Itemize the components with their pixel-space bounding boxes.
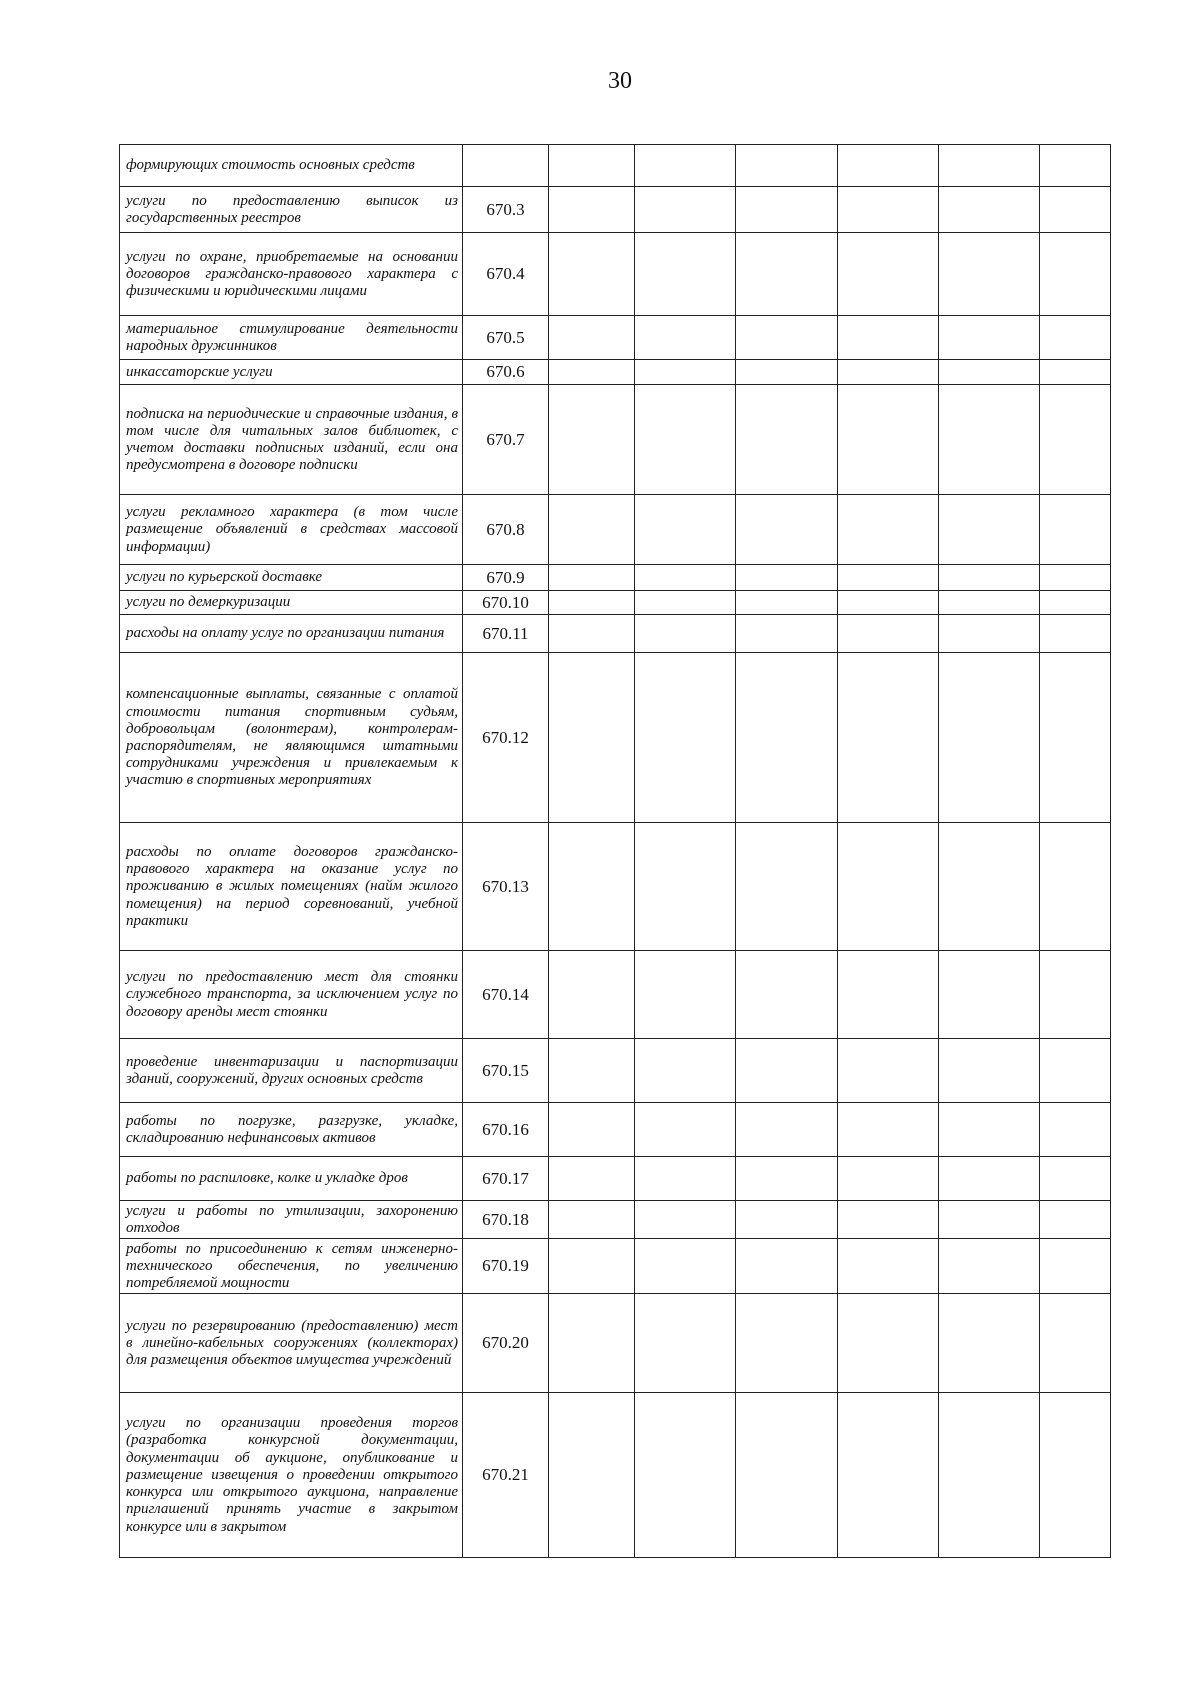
empty-cell <box>838 495 939 565</box>
empty-cell <box>549 823 635 951</box>
row-description: услуги по демеркуризации <box>120 591 463 615</box>
empty-cell <box>1040 653 1111 823</box>
empty-cell <box>1040 615 1111 653</box>
table-row <box>120 1239 1111 1294</box>
table-row <box>120 1294 1111 1393</box>
row-code: 670.8 <box>463 495 549 565</box>
empty-cell <box>549 1294 635 1393</box>
table-row <box>120 615 1111 653</box>
row-description: расходы на оплату услуг по организации питания <box>120 615 463 653</box>
empty-cell <box>838 360 939 385</box>
empty-cell <box>736 385 838 495</box>
empty-cell <box>1040 1157 1111 1201</box>
empty-cell <box>838 653 939 823</box>
empty-cell <box>635 1239 736 1294</box>
empty-cell <box>939 615 1040 653</box>
empty-cell <box>1040 145 1111 187</box>
empty-cell <box>939 951 1040 1039</box>
empty-cell <box>549 233 635 316</box>
empty-cell <box>635 653 736 823</box>
empty-cell <box>736 1157 838 1201</box>
empty-cell <box>838 233 939 316</box>
row-description: материальное стимулирование деятельности народных дружинников <box>120 316 463 360</box>
empty-cell <box>939 1294 1040 1393</box>
empty-cell <box>939 145 1040 187</box>
empty-cell <box>736 653 838 823</box>
empty-cell <box>1040 1393 1111 1558</box>
row-description: услуги и работы по утилизации, захоронению отходов <box>120 1201 463 1239</box>
empty-cell <box>939 1157 1040 1201</box>
row-description: услуги по организации проведения торгов (разработка конкурсной документации, документации об аукционе, опубликование и размещение извещения о проведении открытого конкурса или открытого аукциона, направление приглашений принять участие в закрытом конкурсе или в закрытом <box>120 1393 463 1558</box>
empty-cell <box>635 1039 736 1103</box>
row-code: 670.9 <box>463 565 549 591</box>
empty-cell <box>1040 591 1111 615</box>
empty-cell <box>549 951 635 1039</box>
empty-cell <box>1040 1294 1111 1393</box>
empty-cell <box>838 1157 939 1201</box>
empty-cell <box>1040 951 1111 1039</box>
row-code: 670.11 <box>463 615 549 653</box>
row-description: услуги по предоставлению мест для стоянки служебного транспорта, за исключением услуг по договору аренды мест стоянки <box>120 951 463 1039</box>
row-code: 670.12 <box>463 653 549 823</box>
empty-cell <box>736 1039 838 1103</box>
table-row <box>120 187 1111 233</box>
empty-cell <box>736 233 838 316</box>
row-description: услуги по охране, приобретаемые на основании договоров гражданско-правового характера с физическими и юридическими лицами <box>120 233 463 316</box>
empty-cell <box>939 1103 1040 1157</box>
empty-cell <box>549 1039 635 1103</box>
table-row <box>120 951 1111 1039</box>
empty-cell <box>838 615 939 653</box>
empty-cell <box>939 1039 1040 1103</box>
empty-cell <box>736 360 838 385</box>
table-row <box>120 1393 1111 1558</box>
empty-cell <box>549 385 635 495</box>
empty-cell <box>939 1239 1040 1294</box>
empty-cell <box>939 360 1040 385</box>
empty-cell <box>635 951 736 1039</box>
empty-cell <box>939 653 1040 823</box>
empty-cell <box>736 591 838 615</box>
empty-cell <box>1040 823 1111 951</box>
empty-cell <box>838 1103 939 1157</box>
empty-cell <box>939 187 1040 233</box>
empty-cell <box>1040 316 1111 360</box>
table-row <box>120 1201 1111 1239</box>
empty-cell <box>549 591 635 615</box>
empty-cell <box>736 1239 838 1294</box>
row-description: инкассаторские услуги <box>120 360 463 385</box>
empty-cell <box>1040 1201 1111 1239</box>
table-row <box>120 823 1111 951</box>
empty-cell <box>549 1103 635 1157</box>
empty-cell <box>736 187 838 233</box>
table-row <box>120 565 1111 591</box>
empty-cell <box>635 591 736 615</box>
row-code: 670.4 <box>463 233 549 316</box>
table-row <box>120 495 1111 565</box>
empty-cell <box>635 1294 736 1393</box>
row-code: 670.13 <box>463 823 549 951</box>
empty-cell <box>939 1393 1040 1558</box>
row-description: расходы по оплате договоров гражданско-правового характера на оказание услуг по проживанию в жилых помещениях (найм жилого помещения) на период соревнований, учебной практики <box>120 823 463 951</box>
empty-cell <box>1040 495 1111 565</box>
row-description: услуги по резервированию (предоставлению) мест в линейно-кабельных сооружениях (коллекторах) для размещения объектов имущества учреждений <box>120 1294 463 1393</box>
empty-cell <box>635 1103 736 1157</box>
empty-cell <box>838 1039 939 1103</box>
row-code: 670.16 <box>463 1103 549 1157</box>
empty-cell <box>549 360 635 385</box>
empty-cell <box>635 316 736 360</box>
empty-cell <box>939 495 1040 565</box>
table-row <box>120 1039 1111 1103</box>
empty-cell <box>635 615 736 653</box>
row-code: 670.7 <box>463 385 549 495</box>
empty-cell <box>549 1239 635 1294</box>
empty-cell <box>549 565 635 591</box>
empty-cell <box>549 316 635 360</box>
empty-cell <box>736 1393 838 1558</box>
empty-cell <box>1040 233 1111 316</box>
empty-cell <box>635 1157 736 1201</box>
empty-cell <box>939 591 1040 615</box>
empty-cell <box>635 823 736 951</box>
empty-cell <box>635 565 736 591</box>
empty-cell <box>549 187 635 233</box>
empty-cell <box>838 145 939 187</box>
empty-cell <box>736 316 838 360</box>
empty-cell <box>736 1103 838 1157</box>
empty-cell <box>838 951 939 1039</box>
row-description: подписка на периодические и справочные издания, в том числе для читальных залов библиотек, с учетом доставки подписных изданий, если она предусмотрена в договоре подписки <box>120 385 463 495</box>
empty-cell <box>736 565 838 591</box>
empty-cell <box>838 1201 939 1239</box>
table-row <box>120 1157 1111 1201</box>
row-description: формирующих стоимость основных средств <box>120 145 463 187</box>
empty-cell <box>1040 385 1111 495</box>
page-number: 30 <box>608 68 632 94</box>
row-description: услуги рекламного характера (в том числе размещение объявлений в средствах массовой информации) <box>120 495 463 565</box>
empty-cell <box>549 1393 635 1558</box>
empty-cell <box>635 495 736 565</box>
empty-cell <box>635 233 736 316</box>
row-code: 670.15 <box>463 1039 549 1103</box>
table-row <box>120 360 1111 385</box>
empty-cell <box>939 565 1040 591</box>
table-row <box>120 385 1111 495</box>
table-row <box>120 1103 1111 1157</box>
empty-cell <box>549 1157 635 1201</box>
empty-cell <box>838 1294 939 1393</box>
table-row <box>120 145 1111 187</box>
row-code: 670.19 <box>463 1239 549 1294</box>
empty-cell <box>736 145 838 187</box>
empty-cell <box>838 187 939 233</box>
row-code <box>463 145 549 187</box>
row-code: 670.18 <box>463 1201 549 1239</box>
table-row <box>120 653 1111 823</box>
row-description: работы по погрузке, разгрузке, укладке, складированию нефинансовых активов <box>120 1103 463 1157</box>
row-code: 670.6 <box>463 360 549 385</box>
row-code: 670.14 <box>463 951 549 1039</box>
row-description: компенсационные выплаты, связанные с оплатой стоимости питания спортивным судьям, добровольцам (волонтерам), контролерам-распорядителям, не являющимся штатными сотрудниками учреждения и привлекаемым к участию в спортивных мероприятиях <box>120 653 463 823</box>
empty-cell <box>1040 1103 1111 1157</box>
row-code: 670.3 <box>463 187 549 233</box>
empty-cell <box>736 823 838 951</box>
row-description: работы по присоединению к сетям инженерно-технического обеспечения, по увеличению потребляемой мощности <box>120 1239 463 1294</box>
empty-cell <box>736 495 838 565</box>
row-code: 670.10 <box>463 591 549 615</box>
empty-cell <box>635 145 736 187</box>
row-code: 670.20 <box>463 1294 549 1393</box>
empty-cell <box>736 1294 838 1393</box>
table-row <box>120 591 1111 615</box>
row-code: 670.5 <box>463 316 549 360</box>
empty-cell <box>549 145 635 187</box>
row-description: работы по распиловке, колке и укладке дров <box>120 1157 463 1201</box>
budget-codes-table <box>119 144 1111 1558</box>
empty-cell <box>939 1201 1040 1239</box>
empty-cell <box>838 316 939 360</box>
empty-cell <box>838 565 939 591</box>
empty-cell <box>1040 1039 1111 1103</box>
row-code: 670.17 <box>463 1157 549 1201</box>
empty-cell <box>838 1239 939 1294</box>
empty-cell <box>838 385 939 495</box>
empty-cell <box>635 1201 736 1239</box>
table-row <box>120 316 1111 360</box>
row-code: 670.21 <box>463 1393 549 1558</box>
empty-cell <box>939 385 1040 495</box>
empty-cell <box>1040 1239 1111 1294</box>
empty-cell <box>549 1201 635 1239</box>
empty-cell <box>939 823 1040 951</box>
empty-cell <box>635 385 736 495</box>
empty-cell <box>838 591 939 615</box>
empty-cell <box>635 1393 736 1558</box>
empty-cell <box>1040 187 1111 233</box>
empty-cell <box>736 615 838 653</box>
empty-cell <box>549 495 635 565</box>
empty-cell <box>635 187 736 233</box>
empty-cell <box>736 1201 838 1239</box>
row-description: проведение инвентаризации и паспортизации зданий, сооружений, других основных средств <box>120 1039 463 1103</box>
empty-cell <box>838 1393 939 1558</box>
empty-cell <box>549 615 635 653</box>
row-description: услуги по курьерской доставке <box>120 565 463 591</box>
empty-cell <box>1040 360 1111 385</box>
empty-cell <box>736 951 838 1039</box>
table-row <box>120 233 1111 316</box>
empty-cell <box>1040 565 1111 591</box>
empty-cell <box>549 653 635 823</box>
empty-cell <box>939 233 1040 316</box>
empty-cell <box>838 823 939 951</box>
row-description: услуги по предоставлению выписок из государственных реестров <box>120 187 463 233</box>
empty-cell <box>939 316 1040 360</box>
empty-cell <box>635 360 736 385</box>
